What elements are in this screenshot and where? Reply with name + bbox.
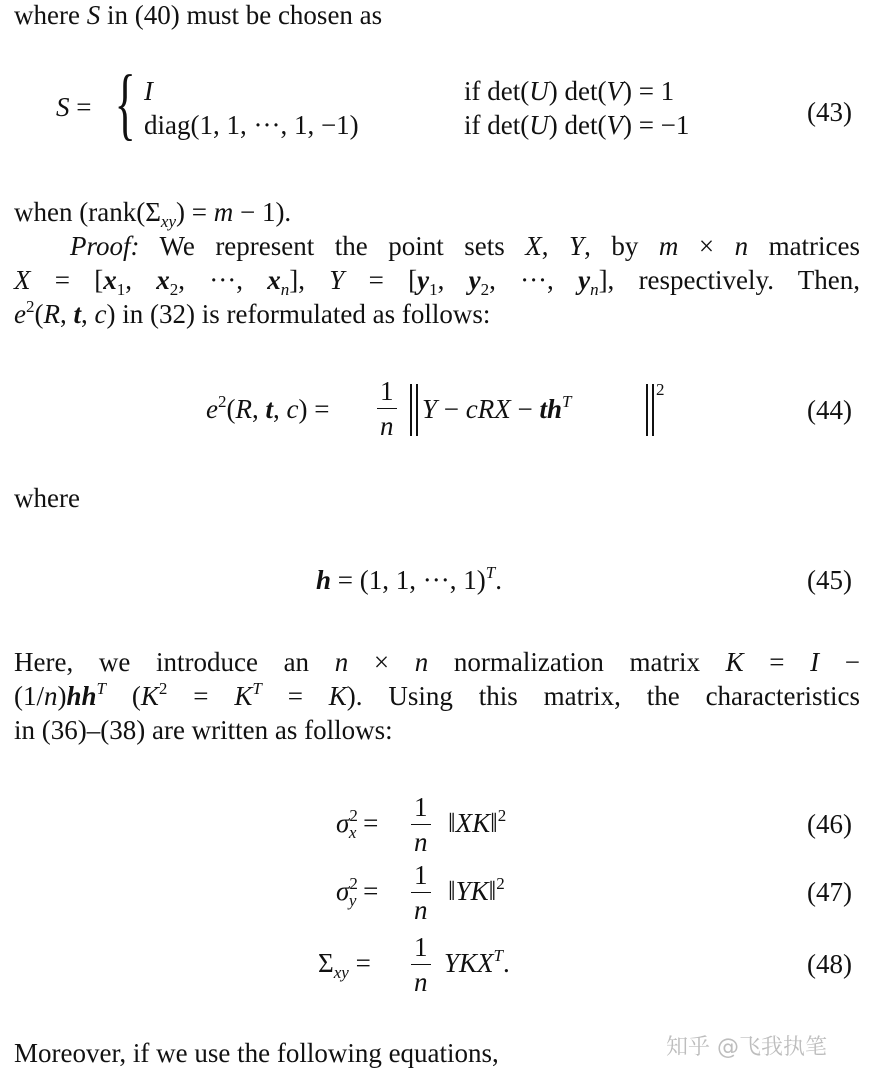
- eq43-lhs: S =: [56, 92, 92, 122]
- watermark-text: 知乎 @飞我执笔: [666, 1035, 827, 1060]
- eq48-body: $YKX^T$.: [444, 946, 510, 978]
- equation-number-44: (44): [807, 395, 852, 425]
- eq46-lhs: $\sigma^2_x$ =: [336, 806, 379, 842]
- text-line-when-rank: when $(rank(\Sigma_{xy}) = m - 1)$.: [14, 197, 292, 231]
- proof-line-2: $X = [x_1$, $x_2$, ···, $x_n$], $Y = [y_1$, $y_2$, ···, $y_n$], respectively. Then,: [14, 265, 861, 299]
- here-line-2: $(1/n)hh^T$ $(K^2 = K^T = K)$. Using this matrix, the characteristics: [14, 679, 860, 711]
- text-line-where: where: [14, 483, 80, 513]
- text-line-moreover: Moreover, if we use the following equations,: [14, 1038, 499, 1068]
- left-brace-icon: {: [114, 60, 136, 148]
- eq47-lhs: $\sigma^2_y$ =: [336, 874, 379, 910]
- equation-45: h = (1, 1, ···, 1)$^T$.: [316, 563, 502, 595]
- eq47-body: ‖YK‖$^2$: [448, 874, 505, 906]
- eq47-fraction: $\frac{1}{n}$: [411, 858, 431, 927]
- equation-number-48: (48): [807, 949, 852, 979]
- eq43-case2-value: diag(1, 1, ···, 1, −1): [144, 110, 359, 140]
- eq48-lhs: $\Sigma_{xy}$ =: [318, 948, 371, 982]
- eq44-exponent: 2: [656, 380, 665, 399]
- eq43-case2-condition: if det(U) det(V) = −1: [464, 110, 690, 140]
- equation-number-43: (43): [807, 97, 852, 127]
- eq44-fraction: $\frac{1}{n}$: [377, 374, 397, 443]
- eq46-fraction: $\frac{1}{n}$: [411, 790, 431, 859]
- here-line-3: in (36)–(38) are written as follows:: [14, 715, 393, 745]
- proof-line-1: Proof: We represent the point sets X, Y, by m × n matrices: [70, 231, 861, 261]
- eq43-case1-value: I: [144, 76, 153, 106]
- eq48-fraction: $\frac{1}{n}$: [411, 930, 431, 999]
- equation-number-47: (47): [807, 877, 852, 907]
- eq46-body: ‖XK‖$^2$: [448, 806, 507, 838]
- equation-number-45: (45): [807, 565, 852, 595]
- norm-right-bar: [646, 384, 654, 436]
- proof-line-3: $e^2(R$, t, c) in (32) is reformulated as follows:: [14, 297, 491, 329]
- eq43-case1-condition: if det(U) det(V) = 1: [464, 76, 675, 106]
- here-line-1: Here, we introduce an n × n normalization matrix K = I −: [14, 647, 860, 677]
- equation-number-46: (46): [807, 809, 852, 839]
- text-line-intro: where S in (40) must be chosen as: [14, 0, 383, 30]
- eq44-body: Y − cRX − $th^T$: [422, 392, 572, 424]
- norm-left-bar: [410, 384, 418, 436]
- eq44-lhs: $e^2(R$, t, c) =: [206, 392, 330, 424]
